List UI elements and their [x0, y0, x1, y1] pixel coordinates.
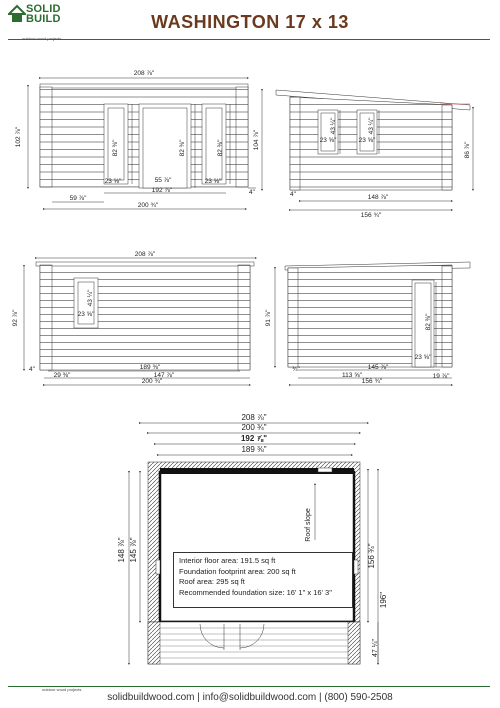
logo-text: SOLID BUILD [26, 3, 61, 25]
dim-label: 4" [290, 191, 296, 198]
info-line: Foundation footprint area: 200 sq ft [179, 566, 296, 576]
dim-label: 196" [379, 591, 388, 609]
footer-tagline: outdoor wood projects [42, 687, 82, 692]
area-info-box [173, 552, 353, 608]
dim-label: 23 ⅝" [204, 178, 222, 185]
dim-label: 92 ⅞" [12, 309, 19, 327]
info-line: Interior floor area: 191.5 sq ft [179, 556, 276, 565]
dim-label: 208 ⅞" [134, 251, 156, 258]
dim-label: 4" [249, 189, 255, 196]
dim-label: 200 ¾" [137, 202, 159, 209]
dim-label: 23 ⅝" [319, 137, 337, 144]
dim-label: 189 ⅜" [139, 364, 161, 371]
dim-label: 102 ⅞" [15, 126, 22, 148]
dim-label: 156 ¾" [361, 378, 383, 385]
dim-label: 19 ⅞" [432, 373, 450, 380]
dim-label: 156 ¾" [360, 212, 382, 219]
dim-label: 147 ⅞" [153, 372, 175, 379]
dim-label: 43 ¼" [368, 117, 375, 135]
dim-label: 208 ⅞" [133, 70, 155, 77]
page-title: WASHINGTON 17 x 13 [151, 12, 349, 32]
dim-label: 82 ⅜" [112, 139, 119, 157]
dim-label: 145 ⅞" [367, 364, 389, 371]
dim-label: 192 ⅞" [240, 434, 268, 443]
dim-label: 148 ⅞" [117, 537, 126, 563]
dim-label: 23 ⅝" [104, 178, 122, 185]
dim-label: 4" [29, 366, 35, 373]
dim-label: 113 ⅝" [342, 372, 362, 379]
dim-label: 29 ⅜" [53, 372, 71, 379]
dim-label: 145 ⅞" [129, 537, 138, 563]
info-line: Roof area: 295 sq ft [179, 577, 245, 586]
dim-label: 192 ⅞" [151, 187, 173, 194]
dim-label: 23 ⅝" [358, 137, 376, 144]
dim-label: 200 ¾" [141, 378, 163, 385]
dim-label: 55 ⅞" [154, 177, 172, 184]
dim-label: 148 ⅞" [367, 194, 389, 201]
dim-label: 91 ⅞" [265, 309, 272, 327]
dim-label: 82 ⅜" [217, 139, 224, 157]
dim-label: 208 ⅞" [241, 413, 267, 422]
dim-label: 43 ¼" [330, 117, 337, 135]
dim-label: 86 ⅞" [464, 141, 471, 159]
dim-label: 189 ⅜" [241, 445, 267, 454]
dim-label: 23 ⅝" [77, 311, 95, 318]
info-line: Recommended foundation size: 16' 1" x 16' 3" [179, 587, 332, 597]
dim-label: 200 ¾" [241, 423, 267, 432]
dim-label: 43 ¼" [87, 289, 94, 307]
roof-slope-label: Roof slope [305, 508, 312, 542]
dim-label: 82 ⅜" [425, 313, 432, 331]
dim-label: 82 ⅜" [179, 139, 186, 157]
dim-label: 47 ¼" [372, 638, 379, 658]
dim-label: 156 ¾" [367, 543, 376, 569]
contact-footer: solidbuildwood.com | info@solidbuildwood.com | (800) 590-2508 [107, 692, 393, 703]
dim-label: 104 ⅞" [253, 129, 260, 151]
dim-label: 59 ⅞" [69, 195, 87, 202]
dim-label: 23 ⅝" [414, 354, 432, 361]
dim-label: ¾" [292, 366, 300, 373]
floor-plan [129, 423, 378, 664]
